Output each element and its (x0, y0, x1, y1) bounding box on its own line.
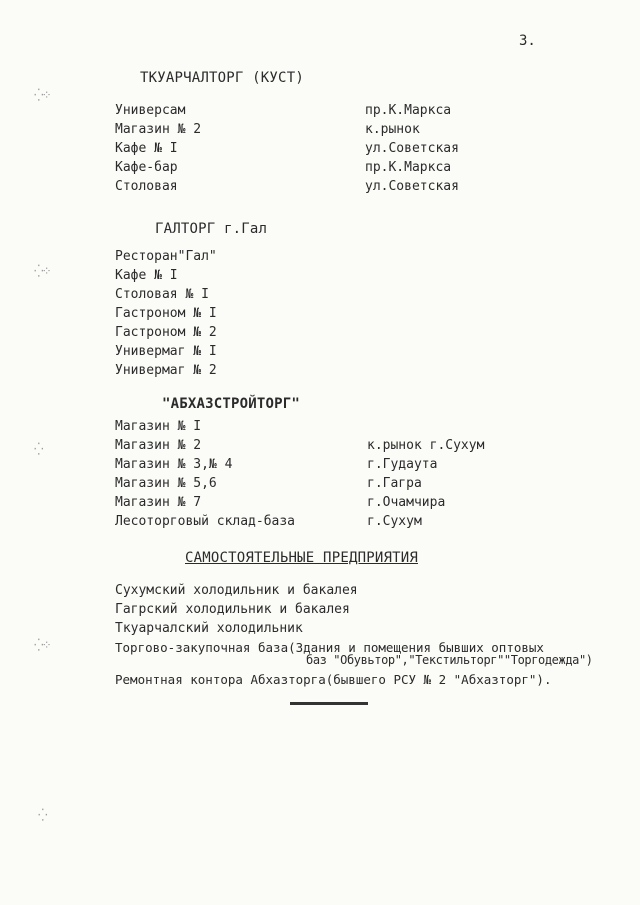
entry-name: Магазин № 5,6 (115, 476, 217, 491)
list-item: Кафе № I (115, 268, 178, 283)
list-item-continuation: баз "Обувьтор","Текстильторг""Торгодежда") (306, 653, 593, 667)
list-item (115, 457, 625, 477)
entry-name: Кафе № I (115, 141, 178, 156)
entry-address: к.рынок (365, 122, 420, 137)
entry-name: Магазин № 2 (115, 122, 202, 137)
entry-address: г.Очамчира (367, 495, 446, 510)
margin-mark: ⁛⁘ (34, 88, 50, 102)
list-item: Ткуарчалский холодильник (115, 621, 303, 636)
list-item: Универмаг № 2 (115, 363, 217, 378)
entry-address: г.Гудаута (367, 457, 438, 472)
entry-address: ул.Советская (365, 141, 459, 156)
page-number: 3. (519, 33, 536, 49)
list-item: Столовая № I (115, 287, 209, 302)
list-item: Торгово-закупочная база(Здания и помещения бывших оптовых (115, 640, 544, 655)
list-item: Гастроном № I (115, 306, 217, 321)
entry-name: Магазин № I (115, 419, 202, 434)
margin-mark: ⁛⁘ (34, 264, 50, 278)
margin-mark: ⁛⁘ (34, 638, 50, 652)
entry-name: Универсам (115, 103, 186, 118)
list-item (115, 476, 625, 496)
list-item (115, 122, 625, 142)
section-title: "АБХАЗСТРОЙТОРГ" (162, 396, 301, 412)
entry-address: ул.Советская (365, 179, 459, 194)
list-item: Гастроном № 2 (115, 325, 217, 340)
list-item: Сухумский холодильник и бакалея (115, 583, 358, 598)
section-title: САМОСТОЯТЕЛЬНЫЕ ПРЕДПРИЯТИЯ (185, 550, 418, 566)
list-item (115, 179, 625, 199)
section-title: ТКУАРЧАЛТОРГ (КУСТ) (140, 70, 304, 86)
entry-address: к.рынок г.Сухум (367, 438, 485, 453)
entry-name: Кафе-бар (115, 160, 178, 175)
list-item (115, 514, 625, 534)
list-item (115, 160, 625, 180)
list-item: Ресторан"Гал" (115, 249, 217, 264)
list-item: Ремонтная контора Абхазторга(бывшего РСУ № 2 "Абхазторг"). (115, 672, 552, 687)
entry-address: г.Гагра (367, 476, 422, 491)
entry-address: пр.К.Маркса (365, 103, 452, 118)
margin-mark: ⁛ (34, 442, 42, 456)
divider (290, 702, 368, 705)
list-item (115, 438, 625, 458)
entry-address: пр.К.Маркса (365, 160, 452, 175)
entry-name: Магазин № 7 (115, 495, 202, 510)
list-item (115, 419, 625, 439)
entry-name: Столовая (115, 179, 178, 194)
entry-name: Магазин № 2 (115, 438, 202, 453)
section-title: ГАЛТОРГ г.Гал (155, 221, 268, 237)
entry-name: Лесоторговый склад-база (115, 514, 296, 529)
list-item: Универмаг № I (115, 344, 217, 359)
margin-mark: ⁛ (38, 808, 46, 822)
entry-address: г.Сухум (367, 514, 422, 529)
list-item (115, 103, 625, 123)
list-item (115, 495, 625, 515)
entry-name: Магазин № 3,№ 4 (115, 457, 233, 472)
list-item: Гагрский холодильник и бакалея (115, 602, 350, 617)
list-item (115, 141, 625, 161)
